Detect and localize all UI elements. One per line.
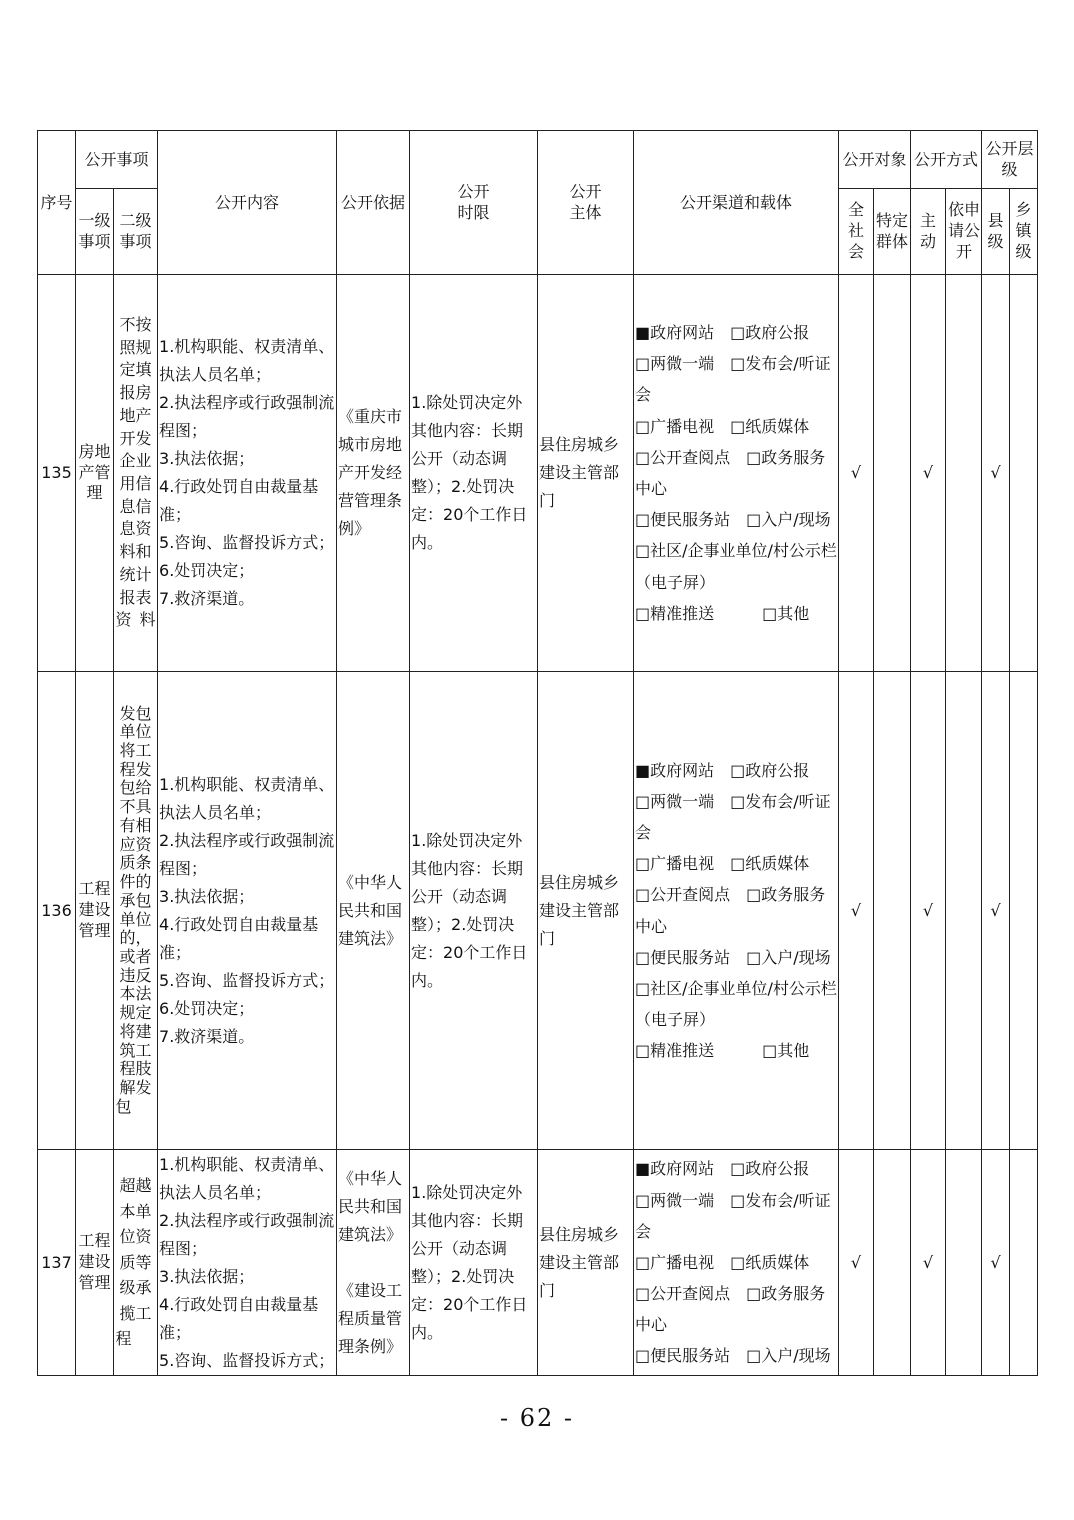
row-target-group (874, 275, 911, 672)
table-row (38, 1150, 1038, 1376)
table-row (38, 672, 1038, 1150)
row-time-limit: 1.除处罚决定外其他内容：长期公开（动态调整）；2.处罚决定：20个工作日内。 (410, 1150, 538, 1376)
channel-line: □广播电视 □纸质媒体 (635, 416, 810, 436)
channel-line: □广播电视 □纸质媒体 (635, 854, 810, 874)
header-target: 公开对象 (839, 131, 911, 189)
channel-line: □两微一端 □发布会/听证会 (635, 791, 831, 842)
row-basis: 《重庆市城市房地产开发经营管理条例》 (337, 275, 410, 672)
header-method-apply: 依申请公开 (946, 189, 982, 275)
content-line: 7.救济渠道。 (159, 1026, 255, 1046)
row-content (158, 275, 337, 672)
header-basis: 公开依据 (337, 131, 410, 275)
row-level-county: √ (982, 672, 1010, 1150)
row-level1: 工程建设管理 (76, 672, 114, 1150)
content-line: 6.处罚决定； (159, 561, 255, 580)
header-level-county: 县级 (982, 189, 1010, 275)
header-target-all: 全社会 (839, 189, 874, 275)
row-level1: 房地产管理 (76, 275, 114, 672)
content-line: 5.咨询、监督投诉方式； (159, 970, 335, 990)
content-line: 3.执法依据； (159, 449, 255, 468)
row-channels (634, 672, 839, 1150)
row-level1: 工程建设管理 (76, 1150, 114, 1376)
content-line: 1.机构职能、权责清单、执法人员名单； (159, 337, 335, 384)
content-line: 5.咨询、监督投诉方式； (159, 533, 335, 552)
content-line: 2.执法程序或行政强制流程图； (159, 1210, 335, 1258)
channel-line: □公开查阅点 □政务服务中心 (635, 885, 826, 936)
channel-line: □社区/企事业单位/村公示栏（电子屏） (635, 541, 837, 592)
content-line: 6.处罚决定； (159, 998, 255, 1018)
row-level-county: √ (982, 275, 1010, 672)
content-line: 3.执法依据； (159, 886, 255, 906)
row-level2: 发包单位将工程发包给不具有相应资质条件的承包单位的，或者违反本法规定将建筑工程肢解发包 (114, 672, 158, 1150)
header-target-group: 特定群体 (874, 189, 911, 275)
row-level-town (1010, 672, 1038, 1150)
header-row-1 (38, 131, 1038, 189)
row-subject: 县住房城乡建设主管部门 (538, 275, 634, 672)
content-line: 2.执法程序或行政强制流程图； (159, 830, 335, 878)
header-subject: 公开主体 (538, 131, 634, 275)
row-target-group (874, 1150, 911, 1376)
channel-line: ■政府网站 □政府公报 (635, 1159, 810, 1179)
row-basis (337, 1150, 410, 1376)
content-line: 3.执法依据； (159, 1266, 255, 1286)
disclosure-table (37, 130, 1038, 1376)
header-items: 公开事项 (76, 131, 158, 189)
table-row (38, 275, 1038, 672)
content-line: 1.机构职能、权责清单、执法人员名单； (159, 1154, 335, 1202)
channel-line: ■政府网站 □政府公报 (635, 323, 810, 343)
row-level-town (1010, 1150, 1038, 1376)
row-channels (634, 1150, 839, 1376)
row-target-all: √ (839, 672, 874, 1150)
row-basis: 《中华人民共和国建筑法》 (337, 672, 410, 1150)
row-target-group (874, 672, 911, 1150)
row-method-apply (946, 275, 982, 672)
header-level1: 一级事项 (76, 189, 114, 275)
channel-line: □便民服务站 □入户/现场 (635, 947, 831, 967)
channel-line: □精准推送 □其他 (635, 1041, 810, 1061)
row-level2: 不按照规定填报房地产开发企业用信息信息资料和统计报表资料 (114, 275, 158, 672)
row-method-apply (946, 1150, 982, 1376)
row-seq: 136 (38, 672, 76, 1150)
row-subject: 县住房城乡建设主管部门 (538, 1150, 634, 1376)
content-line: 7.救济渠道。 (159, 589, 255, 608)
channel-line: □公开查阅点 □政务服务中心 (635, 447, 826, 498)
basis-line: 《中华人民共和国建筑法》 (338, 1168, 403, 1244)
row-level-town (1010, 275, 1038, 672)
row-target-all: √ (839, 1150, 874, 1376)
row-subject: 县住房城乡建设主管部门 (538, 672, 634, 1150)
row-method-active: √ (911, 672, 946, 1150)
page-number: - 62 - (499, 1404, 574, 1432)
content-line: 4.行政处罚自由裁量基准； (159, 914, 319, 962)
header-level2: 二级事项 (114, 189, 158, 275)
row-level2: 超越本单位资质等级承揽工程 (114, 1150, 158, 1376)
header-channel: 公开渠道和载体 (634, 131, 839, 275)
row-seq: 135 (38, 275, 76, 672)
row-channels (634, 275, 839, 672)
header-method-active: 主动 (911, 189, 946, 275)
row-target-all: √ (839, 275, 874, 672)
row-seq: 137 (38, 1150, 76, 1376)
row-level-county: √ (982, 1150, 1010, 1376)
row-method-apply (946, 672, 982, 1150)
channel-line: □公开查阅点 □政务服务中心 (635, 1284, 826, 1335)
row-time-limit: 1.除处罚决定外其他内容：长期公开（动态调整）；2.处罚决定：20个工作日内。 (410, 275, 538, 672)
header-level-town: 乡镇级 (1010, 189, 1038, 275)
header-seq: 序号 (38, 131, 76, 275)
row-content (158, 1150, 337, 1376)
row-time-limit: 1.除处罚决定外其他内容：长期公开（动态调整）；2.处罚决定：20个工作日内。 (410, 672, 538, 1150)
channel-line: □社区/企事业单位/村公示栏（电子屏） (635, 978, 837, 1030)
row-method-active: √ (911, 1150, 946, 1376)
channel-line: □两微一端 □发布会/听证会 (635, 354, 831, 405)
header-method: 公开方式 (911, 131, 982, 189)
channel-line: □精准推送 □其他 (635, 603, 810, 623)
header-content: 公开内容 (158, 131, 337, 275)
channel-line: □便民服务站 □入户/现场 (635, 510, 831, 530)
content-line: 5.咨询、监督投诉方式； (159, 1350, 335, 1370)
basis-line: 《建设工程质量管理条例》 (338, 1280, 403, 1356)
channel-line: □两微一端 □发布会/听证会 (635, 1190, 831, 1241)
header-level: 公开层级 (982, 131, 1038, 189)
channel-line: □广播电视 □纸质媒体 (635, 1252, 810, 1272)
content-line: 2.执法程序或行政强制流程图； (159, 393, 335, 440)
content-line: 1.机构职能、权责清单、执法人员名单； (159, 774, 335, 822)
channel-line: □便民服务站 □入户/现场 (635, 1346, 831, 1366)
row-content (158, 672, 337, 1150)
row-method-active: √ (911, 275, 946, 672)
channel-line: ■政府网站 □政府公报 (635, 760, 810, 780)
content-line: 4.行政处罚自由裁量基准； (159, 477, 319, 524)
content-line: 4.行政处罚自由裁量基准； (159, 1294, 319, 1342)
header-time-limit: 公开时限 (410, 131, 538, 275)
